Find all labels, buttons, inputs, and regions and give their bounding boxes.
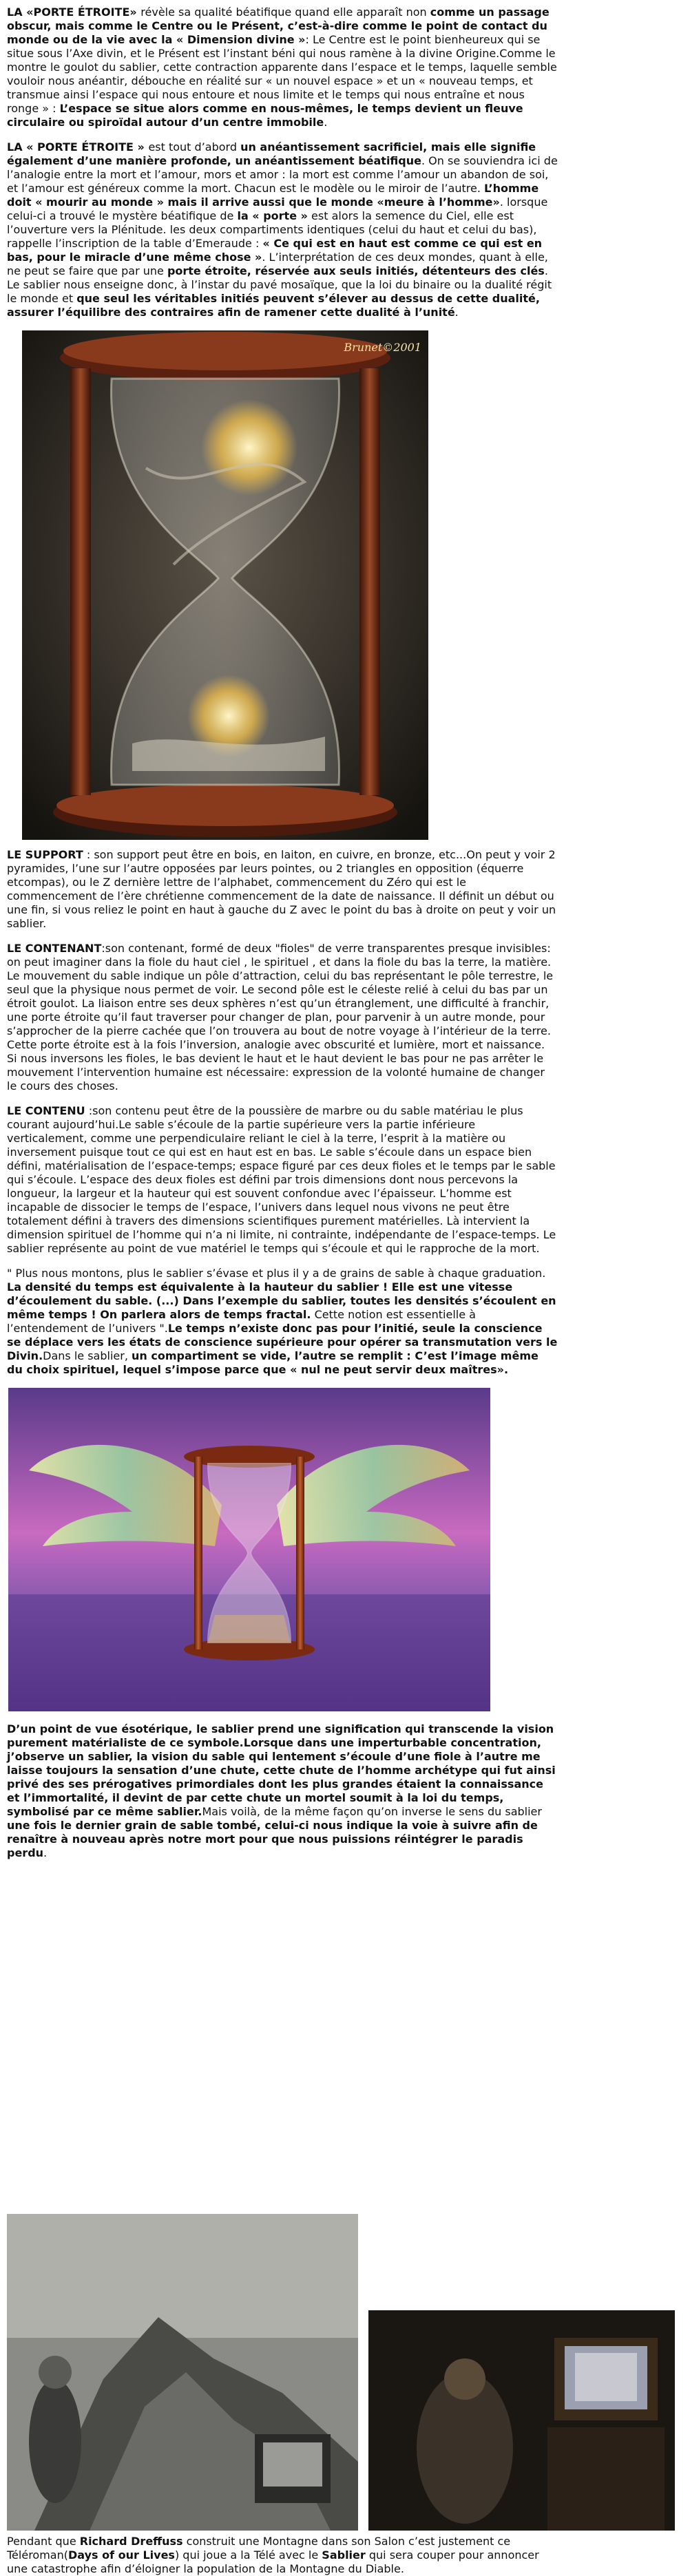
bold-text-run: comme un passage obscur, mais comme le Centre ou le Présent, c’est-à-dire comme le point de contact du monde ou de la vie avec la « Dimension divine »	[7, 6, 550, 46]
bold-text-run: Days of our Lives	[67, 2548, 175, 2562]
article	[7, 6, 558, 1871]
bold-text-run: un anéantissement sacrificiel, mais elle signifie également d’une manière profonde, un anéantissement béatifique	[7, 140, 536, 167]
text-run: . L’interprétation de ces deux mondes, quant à elle, ne peut se faire que par une	[7, 251, 548, 277]
artist-signature: Brunet©2001	[344, 341, 421, 354]
paragraph-densite-temps	[7, 1267, 558, 1377]
bold-text-run: Le temps n’existe donc pas pour l’initié, seule la conscience se déplace vers les états de conscience supérieure pour opérer sa transmutation vers le Divin.	[7, 1322, 558, 1362]
winged-hourglass-image	[8, 1388, 490, 1711]
text-run: qui sera couper pour annoncer une catastrophe afin d’éloigner la population de la Montagne du Diable.	[7, 2548, 539, 2575]
text-run: :son contenu peut être de la poussière de marbre ou du sable matériau le plus courant aujourd’hui.Le sable s’écoule de la partie supérieure vers la partie inférieure verticalement, comme une perpendiculaire reliant le ciel à la terre, l’esprit à la matière ou inversement puisque tout ce qui est en haut est en bas. Le sable s’écoule dans un espace bien défini, matérialisation de l’espace-temps; espace figuré par ces deux fioles et le temps par le sable qui s’écoule. L’espace des deux fioles est défini par trois dimensions dont nous percevons la longueur, la largeur et la hauteur qui est souvent confondue avec l’épaisseur. L’homme est incapable de dissocier le temps de l’espace, l’univers dans lequel nous vivons ne peut être totalement défini à travers des dimensions scientifiques purement matérielles. Là intervient la dimension spirituel de l’homme qui n’a ni limite, ni contrainte, indépendante de l’espace-temps. Le sablier représente au point de vue matériel le temps qui s’écoule et qui le rapproche de la mort.	[7, 1104, 556, 1255]
paragraph-porte-etroite-1	[7, 6, 558, 129]
bold-text-run: LE CONTENANT	[7, 942, 102, 955]
bold-text-run: D’un point de vue ésotérique, le sablier prend une signification qui transcende la vision purement matérialiste de ce symbole.Lorsque dans une imperturbable concentration, j’observe un sablier, la vision du sable qui lentement s’écoule d’une fiole à l’autre me laisse toujours la sensation d’une chute, cette chute de l’homme archétype qui fut ainsi privé des ses prérogatives primordiales dont les plus grandes étaient la connaissance et l’immortalité, il devint de par cette chute un mortel soumit à la loi du temps, symbolisé par ce même sablier.	[7, 1722, 556, 1818]
bold-text-run: LE CONTENU	[7, 1104, 85, 1117]
text-run: .	[43, 1846, 48, 1859]
winged-hourglass-illustration	[8, 1388, 490, 1711]
bold-text-run: la « porte »	[237, 209, 308, 222]
bold-text-run: un compartiment se vide, l’autre se remplit : C’est l’image même du choix spirituel, lequel s’impose parce que « nul ne peut servir deux maîtres».	[7, 1349, 539, 1376]
text-run: .	[454, 306, 459, 319]
television-hourglass-illustration	[368, 2310, 675, 2531]
text-run: . Le sablier nous enseigne donc, à l’instar du pavé mosaïque, que la loi du binaire ou la dualité régit le monde et	[7, 264, 552, 305]
hourglass-figures-image	[22, 330, 428, 840]
paragraph-porte-etroite-2	[7, 140, 558, 319]
bold-text-run: « Ce qui est en haut est comme ce qui est en bas, pour le miracle d’une même chose »	[7, 237, 543, 264]
text-run: construit une Montagne dans son Salon c’est justement ce Téléroman(	[7, 2535, 511, 2562]
text-run: ) qui joue a la Télé avec le	[174, 2548, 322, 2562]
text-run: .	[324, 116, 328, 129]
paragraph-point-de-vue-esoterique	[7, 1722, 558, 1860]
text-run: . lorsque celui-ci a trouvé le mystère béatifique de	[7, 196, 548, 222]
paragraph-support	[7, 848, 558, 931]
bold-text-run: une fois le dernier grain de sable tombé, celui-ci nous indique la voie à suivre afin de renaître à nouveau après notre mort pour que nous puissions réintégrer le paradis perdu	[7, 1819, 538, 1859]
mountain-in-living-room-photo	[7, 2214, 358, 2531]
bold-text-run: Richard Dreffuss	[79, 2535, 183, 2548]
bold-text-run: LE SUPPORT	[7, 848, 83, 861]
text-run: :son contenant, formé de deux "fioles" de verre transparentes presque invisibles: on peut imaginer dans la fiole du haut ciel , le spirituel , et dans la fiole du bas la terre, la matière. Le mouvement du sable indique un pôle d’attraction, celui du bas représentant le pôle terrestre, le seul que la physique nous permet de voir. Le second pôle est le céleste relié à celui du bas par un étroit goulot. La liaison entre ses deux sphères n’est qu’un étranglement, une difficulté à franchir, une porte étroite qu’il faut traverser pour changer de plan, pour parvenir à un autre monde, pour s’approcher de la pierre cachée que l’on trouvera au bout de notre voyage à l’intérieur de la terre. Cette porte étroite est à la fois l’inversion, analogie avec obscurité et lumière, mort et naissance. Si nous inversons les fioles, le bas devient le haut et le haut devient le bas pour ne pas arrêter le mouvement l’intervention humaine est nécessaire: expression de la volonté humaine de changer le cours des choses.	[7, 942, 554, 1092]
text-run: . On se souviendra ici de l’analogie entre la mort et l’amour, mors et amor : la mort est comme l’amour un abandon de soi, et l’amour est généreux comme la mort. Chacun est le modèle ou le miroir de l’autre.	[7, 154, 558, 195]
text-run: Mais voilà, de la même façon qu’on inverse le sens du sablier	[202, 1805, 542, 1818]
paragraph-contenu	[7, 1104, 558, 1256]
text-run: est alors la semence du Ciel, elle est l’ouverture vers la Plénitude. les deux compartiments identiques (celui du haut et celui du bas), rappelle l’inscription de la table d’Emeraude :	[7, 209, 537, 250]
hourglass-figures-illustration	[22, 330, 428, 840]
paragraph-contenant	[7, 942, 558, 1093]
bold-text-run: Sablier	[322, 2548, 366, 2562]
text-run: " Plus nous montons, plus le sablier s’évase et plus il y a de grains de sable à chaque graduation.	[7, 1267, 546, 1280]
bold-text-run: L’espace se situe alors comme en nous-mêmes, le temps devient un fleuve circulaire ou spiroïdal autour d’un centre immobile	[7, 102, 523, 129]
text-run: : Le Centre est le point bienheureux qui se situe sous l’Axe divin, et le Présent est l’instant béni qui nous ramène à la divine Origine.Comme le montre le goulot du sablier, cette contraction apparente dans l’espace et le temps, laquelle semble vouloir nous anéantir, débouche en réalité sur « un nouvel espace » et un « nouveau temps, et transmue ainsi l’espace qui nous entoure et nous limite et le temps qui nous entraîne et nous ronge » :	[7, 33, 557, 115]
bold-text-run: L’homme doit « mourir au monde » mais il arrive aussi que le monde «meure à l’homme»	[7, 182, 539, 209]
film-caption	[7, 2535, 558, 2576]
film-stills-section	[7, 2210, 682, 2576]
text-run: Dans le sablier,	[43, 1349, 132, 1362]
bold-text-run: que seul les véritables initiés peuvent s’élever au dessus de cette dualité, assurer l’équilibre des contraires afin de ramener cette dualité à l’unité	[7, 292, 540, 319]
text-run: Pendant que	[7, 2535, 80, 2548]
bold-text-run: porte étroite, réservée aux seuls initiés, détenteurs des clés	[167, 264, 545, 277]
bold-text-run: LA «PORTE ÉTROITE»	[7, 6, 141, 19]
bold-text-run: LA « PORTE ÉTROITE »	[7, 140, 149, 154]
bold-text-run: La densité du temps est équivalente à la hauteur du sablier ! Elle est une vitesse d’écoulement du sable. (...) Dans l’exemple du sablier, toutes les densités s’écoulent en même temps ! On parlera alors de temps fractal.	[7, 1280, 556, 1321]
film-stills-row	[7, 2214, 682, 2531]
text-run: Cette notion est essentielle à l’entendement de l’univers ".	[7, 1308, 476, 1335]
text-run: est tout d’abord	[148, 140, 241, 154]
text-run: révèle sa qualité béatifique quand elle apparaît non	[140, 6, 430, 19]
television-hourglass-photo	[368, 2310, 675, 2531]
text-run: : son support peut être en bois, en laiton, en cuivre, en bronze, etc...On peut y voir 2 pyramides, l’une sur l’autre opposées par leurs pointes, ou 2 triangles en opposition (équerre etcompas), ou le Z dernière lettre de l’alphabet, commencement du Zéro qui est le commencement de l’ère chrétienne commencement de la date de naissance. Il définit un début ou une fin, si vous reliez le point en haut à gauche du Z avec le point du bas à droite on peut y voir un sablier.	[7, 848, 556, 930]
mountain-in-living-room-illustration	[7, 2214, 358, 2531]
